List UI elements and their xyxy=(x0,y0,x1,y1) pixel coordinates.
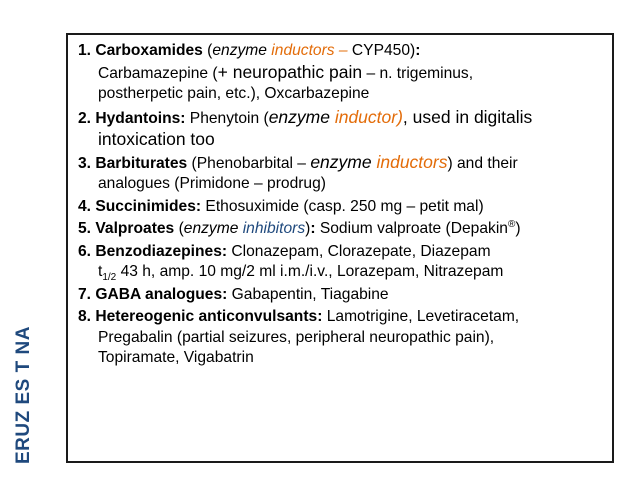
half-life-subscript: 1/2 xyxy=(102,272,117,284)
line xyxy=(78,242,604,263)
list-item-benzodiazepines xyxy=(78,242,604,283)
item-number: 2. xyxy=(78,109,92,127)
line xyxy=(78,129,604,150)
list-item-heterogenic-anticonvulsants xyxy=(78,307,604,369)
text: Pregabalin (partial seizures, peripheral neuropathic pain), xyxy=(98,328,495,346)
text: Lamotrigine, Levetiracetam, xyxy=(322,308,520,325)
text: ) xyxy=(305,220,311,237)
text: , used in digitalis xyxy=(402,106,533,127)
inductor-text: inductor) xyxy=(329,106,403,127)
text: postherpetic pain, etc.), Oxcarbazepine xyxy=(98,85,370,102)
text: Topiramate, Vigabatrin xyxy=(98,349,254,366)
text: analogues (Primidone – prodrug) xyxy=(98,175,326,192)
item-number: 1. xyxy=(78,42,92,59)
line xyxy=(78,348,604,369)
item-number: 3. xyxy=(78,154,92,172)
enzyme-text: enzyme xyxy=(268,106,330,127)
text: ( xyxy=(174,220,184,237)
text: ( xyxy=(202,42,213,59)
line xyxy=(78,328,604,349)
side-label: ERUZ ES T NA xyxy=(13,326,34,464)
inductors-text: inductors – xyxy=(266,42,352,59)
line xyxy=(78,84,604,105)
line xyxy=(78,152,604,175)
enzyme-text: enzyme xyxy=(183,220,239,237)
inhibitors-text: inhibitors xyxy=(238,220,306,237)
inductors-text: inductors xyxy=(371,151,448,172)
registered-mark: ® xyxy=(507,218,516,230)
item-number: 4. xyxy=(78,197,92,215)
text: Sodium valproate (Depakin xyxy=(315,220,508,237)
enzyme-text: enzyme xyxy=(212,42,267,59)
half-life-symbol: t xyxy=(98,263,103,280)
text: Clonazepam, Clorazepate, Diazepam xyxy=(227,242,491,260)
list-item-barbiturates xyxy=(78,152,604,195)
item-number: 6. xyxy=(78,242,92,260)
class-name: Valproates xyxy=(95,220,175,237)
list-item-succinimides xyxy=(78,197,604,218)
neuropathic-text: + neuropathic pain xyxy=(217,61,363,82)
item-number: 5. xyxy=(78,220,92,237)
class-name: Hetereogenic anticonvulsants: xyxy=(95,308,323,325)
text: ) xyxy=(515,220,521,237)
class-name: Succinimides: xyxy=(95,197,202,215)
line xyxy=(78,107,604,130)
class-name: Hydantoins: xyxy=(95,109,186,127)
item-number: 8. xyxy=(78,308,92,325)
cyp-text: CYP450) xyxy=(351,42,416,59)
line xyxy=(78,197,604,218)
drug-list-box xyxy=(66,33,614,463)
class-name: Carboxamides xyxy=(95,42,203,59)
text: Phenytoin ( xyxy=(185,109,269,127)
colon: : xyxy=(310,220,316,237)
text: 43 h, amp. 10 mg/2 ml i.m./i.v., Lorazepam, Nitrazepam xyxy=(116,263,504,280)
class-name: Benzodiazepines: xyxy=(95,242,228,260)
text: ) and their xyxy=(447,154,518,172)
list-item-hydantoins xyxy=(78,107,604,150)
line xyxy=(78,307,604,328)
line xyxy=(78,262,604,283)
line xyxy=(78,219,604,240)
text: (Phenobarbital – xyxy=(187,154,311,172)
text: Ethosuximide (casp. 250 mg – petit mal) xyxy=(201,197,484,215)
list-item-valproates xyxy=(78,219,604,240)
item-number: 7. xyxy=(78,285,92,303)
enzyme-text: enzyme xyxy=(310,151,372,172)
text: intoxication too xyxy=(98,129,215,149)
class-name: Barbiturates xyxy=(95,154,188,172)
colon: : xyxy=(415,42,421,59)
line xyxy=(78,41,604,62)
text: – n. trigeminus, xyxy=(362,64,474,82)
line xyxy=(78,62,604,85)
text: Carbamazepine ( xyxy=(98,64,218,82)
class-name: GABA analogues: xyxy=(95,285,228,303)
line xyxy=(78,285,604,306)
list-item-gaba-analogues xyxy=(78,285,604,306)
line xyxy=(78,174,604,195)
list-item-carboxamides xyxy=(78,41,604,105)
text: Gabapentin, Tiagabine xyxy=(227,285,389,303)
